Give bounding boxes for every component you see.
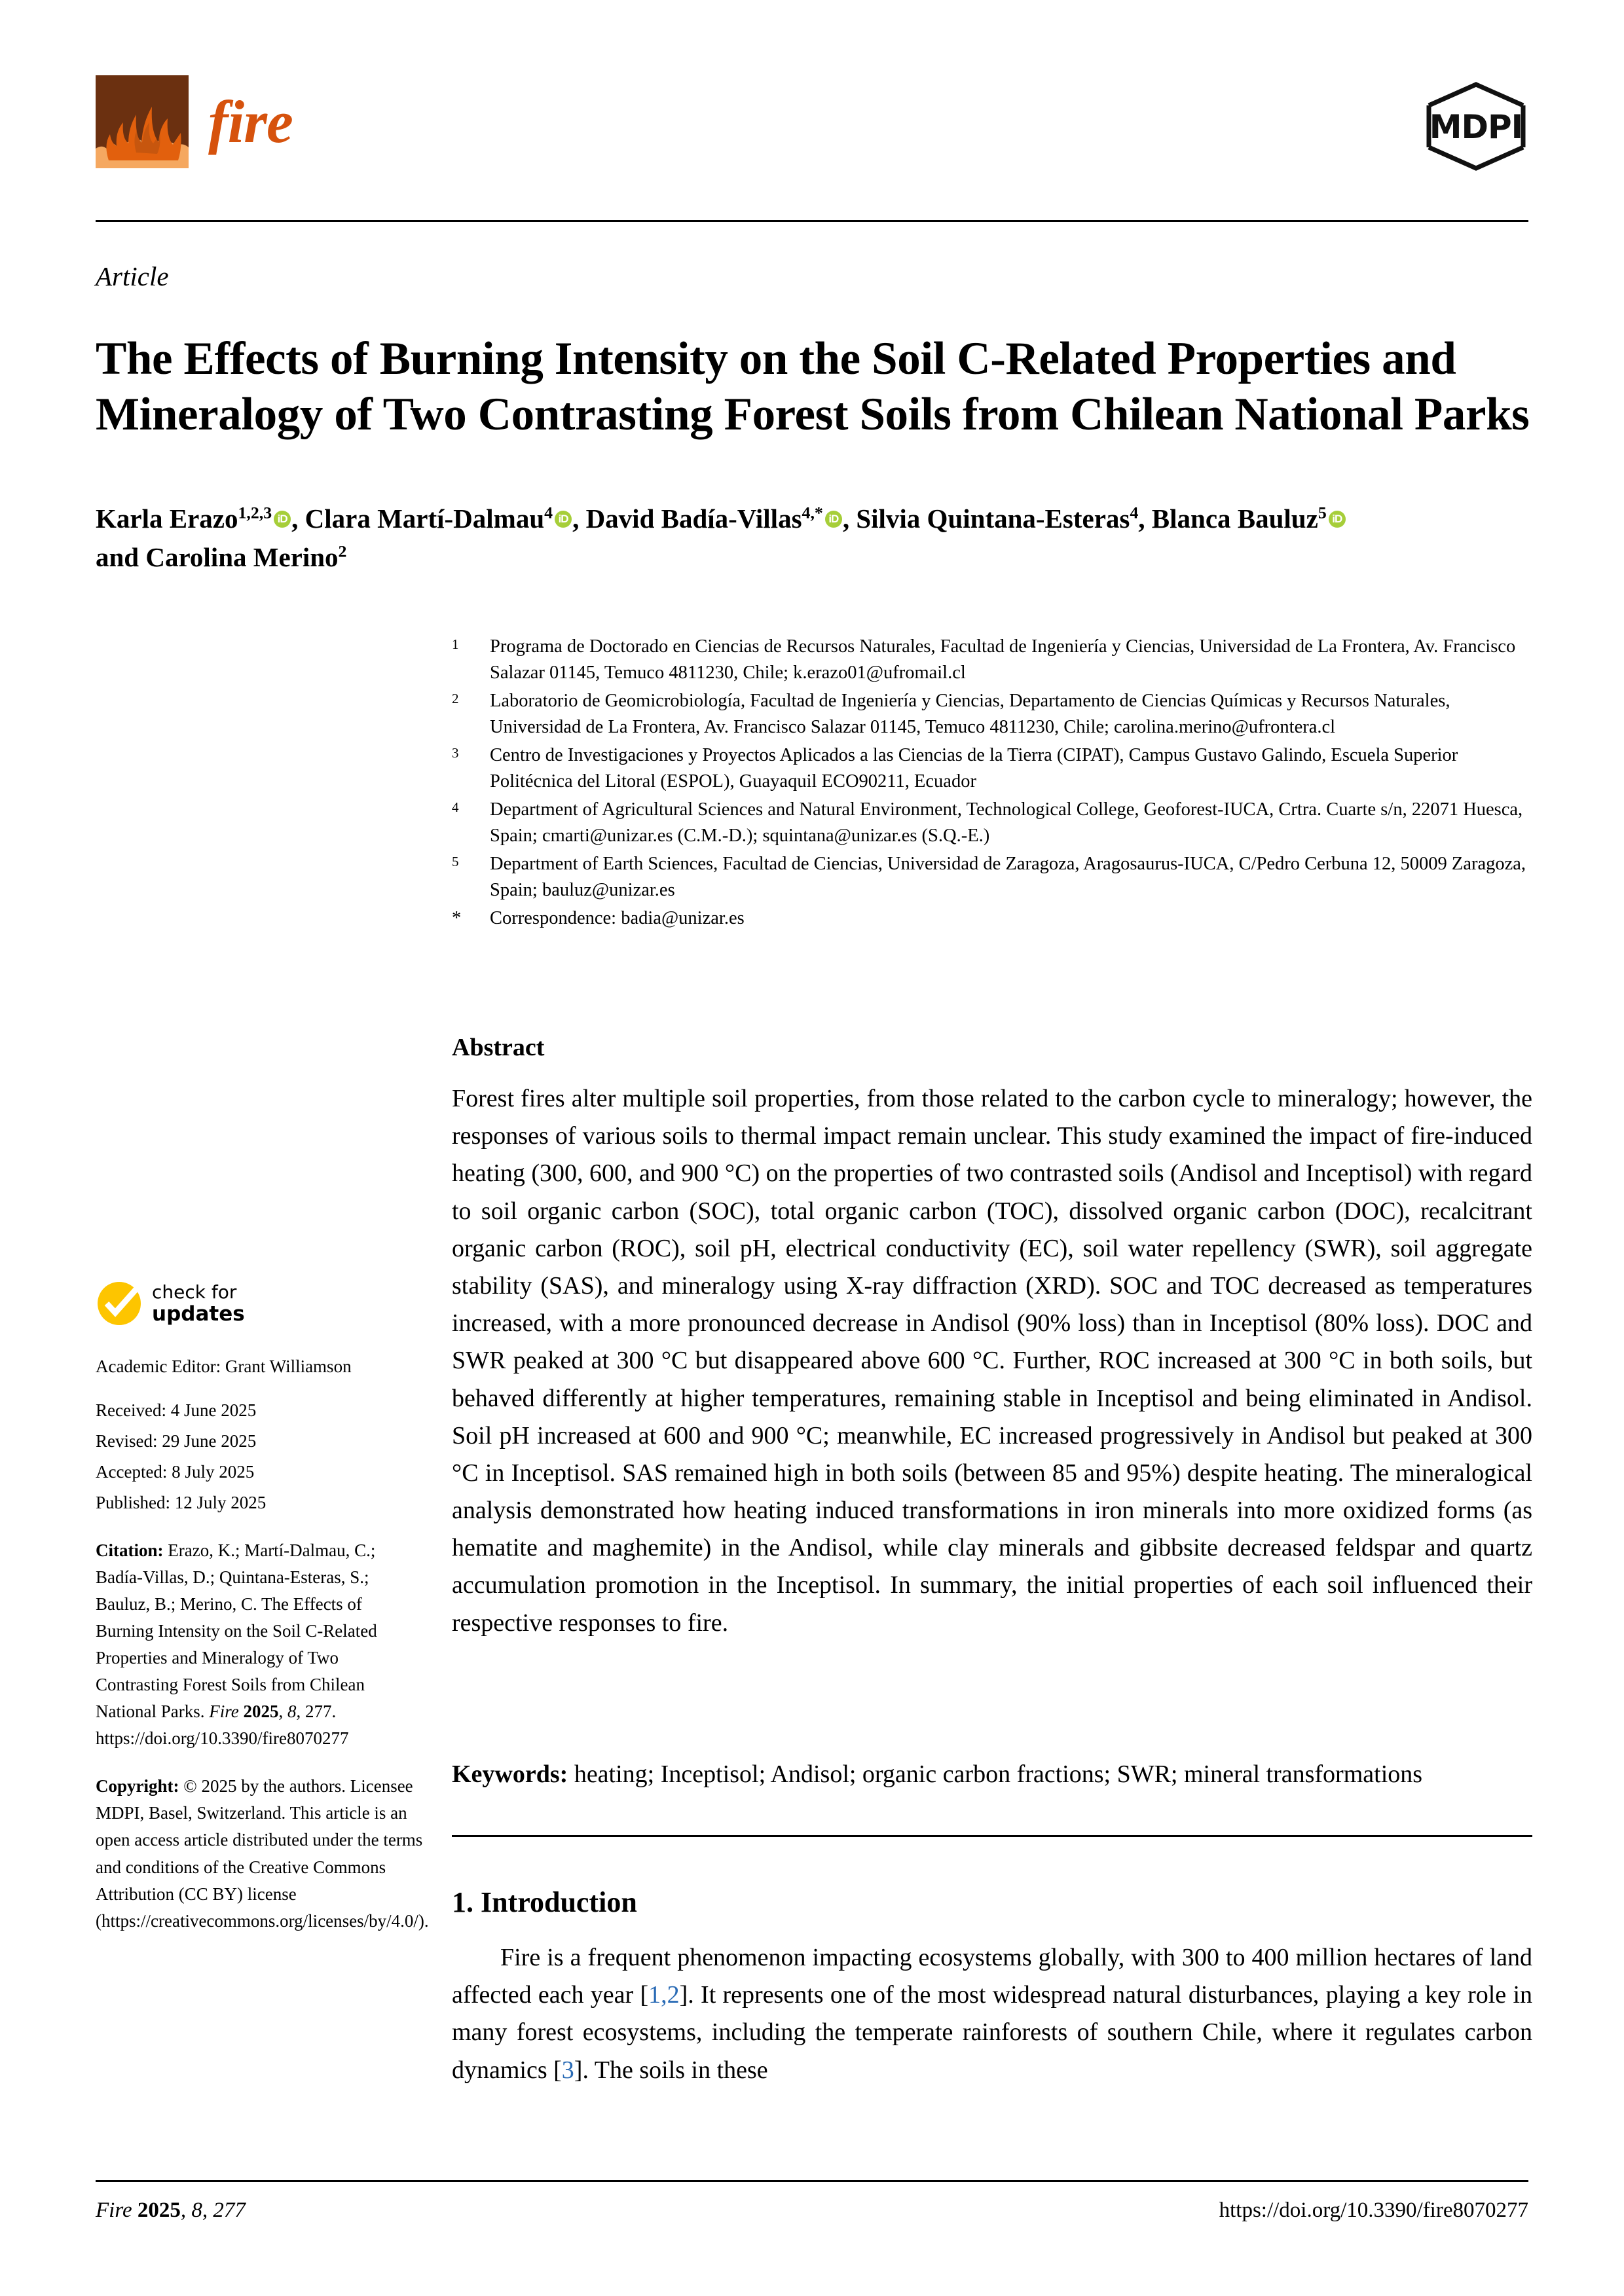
copyright-label: Copyright:: [96, 1776, 179, 1796]
affiliation-row: [452, 688, 1531, 741]
affiliation-marker: 5: [452, 853, 459, 869]
footer-year: 2025: [137, 2198, 181, 2222]
citation-label: Citation:: [96, 1540, 164, 1561]
metadata-sidebar: [96, 1280, 429, 1935]
intro-text-b: ]. It represents one of the most widespread natural disturbances, playing a key role in many forest ecosystems, including the temperate rainforests of southern Chile, where it regulates carbon dynamics [: [452, 1981, 1532, 2084]
footer-divider: [96, 2180, 1528, 2182]
citation-comma: ,: [278, 1702, 284, 1722]
author-name-3[interactable]: David Badía-Villas: [585, 503, 802, 534]
affiliation-row: [452, 742, 1531, 795]
journal-brand[interactable]: [96, 75, 293, 168]
citation-block: [96, 1537, 423, 1752]
check-circle-icon: [96, 1280, 143, 1327]
keywords-line: [452, 1757, 1532, 1793]
author-affil-sup-6: 2: [338, 541, 347, 561]
affiliation-row: [452, 851, 1531, 904]
intro-text-a: Fire is a frequent phenomenon impacting ecosystems globally, with 300 to 400 million hectares of land affected each year [: [452, 1944, 1532, 2009]
keywords-label: Keywords:: [452, 1760, 568, 1788]
keywords-values: heating; Inceptisol; Andisol; organic carbon fractions; SWR; mineral transformations: [574, 1760, 1423, 1788]
citation-link-1-2[interactable]: 1,2: [648, 1981, 680, 2009]
fire-flames-icon: [96, 75, 189, 168]
article-type-label: Article: [96, 261, 169, 291]
affiliation-marker: 1: [452, 636, 459, 652]
affiliation-row: [452, 797, 1531, 850]
author-affil-sup-1: 1,2,3: [238, 503, 272, 522]
footer-citation: [96, 2198, 246, 2223]
affiliation-marker: 2: [452, 690, 459, 706]
affiliation-marker: 3: [452, 744, 459, 761]
check-for-updates-badge[interactable]: [96, 1280, 423, 1327]
author-affil-sup-2: 4: [544, 503, 553, 522]
author-name-4[interactable]: Silvia Quintana-Esteras: [856, 503, 1130, 534]
copyright-text: © 2025 by the authors. Licensee MDPI, Basel, Switzerland. This article is an open access article distributed under the terms and conditions of the Creative Commons Attribution (CC BY) license (https://creativecommons.org/licenses/by/4.0/).: [96, 1776, 429, 1931]
affiliation-text: Laboratorio de Geomicrobiología, Facultad de Ingeniería y Ciencias, Departamento de Ciencias Químicas y Recursos Naturales, Universidad de La Frontera, Av. Francisco Salazar 01145, Temuco 4811230, Chile; carolina.merino@ufrontera.cl: [490, 690, 1450, 738]
author-affil-sup-5: 5: [1318, 503, 1327, 522]
svg-text:MDPI: MDPI: [1429, 108, 1523, 146]
masthead: [96, 75, 1528, 173]
citation-text: Erazo, K.; Martí-Dalmau, C.; Badía-Villas, D.; Quintana-Esteras, S.; Bauluz, B.; Merino, C. The Effects of Burning Intensity on the Soil C-Related Properties and Mineralogy of Two Contrasting Forest Soils from Chilean National Parks.: [96, 1540, 377, 1722]
copyright-block: [96, 1773, 429, 1934]
cfu-line-1: check for: [152, 1281, 237, 1303]
correspondence-text: Correspondence: badia@unizar.es: [490, 907, 745, 928]
intro-text-c: ]. The soils in these: [574, 2056, 768, 2084]
footer-volume-page: , 8, 277: [180, 2198, 246, 2222]
abstract-heading: Abstract: [452, 1034, 545, 1061]
citation-link-3[interactable]: 3: [561, 2056, 574, 2084]
affiliation-row: [452, 634, 1531, 687]
citation-pages: 277.: [304, 1702, 337, 1722]
affiliation-text: Department of Agricultural Sciences and Natural Environment, Technological College, Geoforest-IUCA, Crtra. Cuarte s/n, 22071 Huesca, Spain; cmarti@unizar.es (C.M.-D.); squintana@unizar.es (S.Q.-E.): [490, 799, 1523, 847]
date-revised: Revised: 29 June 2025: [96, 1431, 257, 1451]
correspondence-row: [452, 905, 1531, 932]
citation-year: 2025: [243, 1702, 279, 1722]
orcid-icon-1[interactable]: iD: [274, 511, 291, 528]
citation-doi-link[interactable]: https://doi.org/10.3390/fire8070277: [96, 1728, 349, 1749]
author-name-6[interactable]: and Carolina Merino: [96, 542, 339, 573]
citation-journal: Fire: [209, 1702, 239, 1722]
orcid-icon-5[interactable]: iD: [1329, 511, 1346, 528]
author-affil-sup-3: 4,*: [802, 503, 823, 522]
author-name-5[interactable]: Blanca Bauluz: [1151, 503, 1318, 534]
journal-title: fire: [208, 88, 293, 155]
date-published: Published: 12 July 2025: [96, 1493, 267, 1513]
author-separator-1: ,: [291, 503, 305, 534]
author-name-1[interactable]: Karla Erazo: [96, 503, 238, 534]
abstract-section: [452, 1033, 1532, 1642]
date-accepted: Accepted: 8 July 2025: [96, 1462, 255, 1482]
date-received: Received: 4 June 2025: [96, 1400, 257, 1421]
correspondence-marker: *: [452, 907, 462, 928]
orcid-icon-2[interactable]: iD: [555, 511, 572, 528]
affiliation-text: Department of Earth Sciences, Facultad de Ciencias, Universidad de Zaragoza, Aragosaurus-IUCA, C/Pedro Cerbuna 12, 50009 Zaragoza, Spain; bauluz@unizar.es: [490, 853, 1526, 901]
section-heading-introduction: 1. Introduction: [452, 1886, 637, 1918]
mdpi-hexagon-logo: [1424, 81, 1528, 172]
affiliation-marker: 4: [452, 799, 459, 815]
citation-volume: 8: [287, 1702, 297, 1722]
footer-journal-name: Fire: [96, 2198, 132, 2222]
abstract-divider: [452, 1835, 1532, 1837]
author-separator-3: ,: [842, 503, 857, 534]
check-for-updates-label: [152, 1282, 245, 1326]
academic-editor: Academic Editor: Grant Williamson: [96, 1357, 352, 1376]
author-affil-sup-4: 4: [1130, 503, 1139, 522]
cfu-line-2: updates: [152, 1302, 245, 1326]
abstract-body: Forest fires alter multiple soil properties, from those related to the carbon cycle to mineralogy; however, the responses of various soils to thermal impact remain unclear. This study examined the impact of fire-induced heating (300, 600, and 900 °C) on the properties of two contrasted soils (Andisol and Inceptisol) with regard to soil organic carbon (SOC), total organic carbon (TOC), dissolved organic carbon (DOC), recalcitrant organic carbon (ROC), soil pH, electrical conductivity (EC), soil water repellency (SWR), soil aggregate stability (SAS), and mineralogy using X-ray diffraction (XRD). SOC and TOC decreased as temperatures increased, with a more pronounced decrease in Andisol (90% loss) than in Inceptisol (80% loss). DOC and SWR peaked at 300 °C but disappeared above 600 °C. Further, ROC increased at 300 °C in both soils, but behaved differently at higher temperatures, remaining stable in Inceptisol and being eliminated in Andisol. Soil pH increased at 600 and 900 °C; meanwhile, EC increased progressively in Andisol but peaked at 300 °C in Inceptisol. SAS remained high in both soils (between 85 and 95%) despite heating. The mineralogical analysis demonstrated how heating induced transformations in iron minerals into more oxidized forms (as hematite and maghemite) in the Andisol, while clay minerals and gibbsite decreased feldspar and quartz accumulation promotion in the Inceptisol. In summary, the initial properties of each soil influenced their respective responses to fire.: [452, 1085, 1532, 1637]
affiliation-text: Programa de Doctorado en Ciencias de Recursos Naturales, Facultad de Ingeniería y Ciencias, Universidad de La Frontera, Av. Francisco Salazar 01145, Temuco 4811230, Chile; k.erazo01@ufromail.cl: [490, 636, 1516, 683]
introduction-paragraph: [452, 1939, 1532, 2089]
citation-comma-2: ,: [296, 1702, 301, 1722]
affiliation-text: Centro de Investigaciones y Proyectos Aplicados a las Ciencias de la Tierra (CIPAT), Campus Gustavo Galindo, Escuela Superior Politécnica del Litoral (ESPOL), Guayaquil ECO90211, Ecuador: [490, 744, 1458, 792]
author-separator-2: ,: [572, 503, 586, 534]
header-divider: [96, 220, 1528, 222]
author-name-2[interactable]: Clara Martí-Dalmau: [304, 503, 545, 534]
footer-doi[interactable]: https://doi.org/10.3390/fire8070277: [1219, 2198, 1528, 2222]
author-list: [96, 500, 1536, 577]
orcid-icon-3[interactable]: iD: [825, 511, 842, 528]
affiliations-list: [452, 634, 1531, 933]
author-separator-4: ,: [1138, 503, 1152, 534]
page-title: The Effects of Burning Intensity on the Soil C-Related Properties and Mineralogy of Two Contrasting Forest Soils from Chilean National Parks: [96, 333, 1530, 440]
